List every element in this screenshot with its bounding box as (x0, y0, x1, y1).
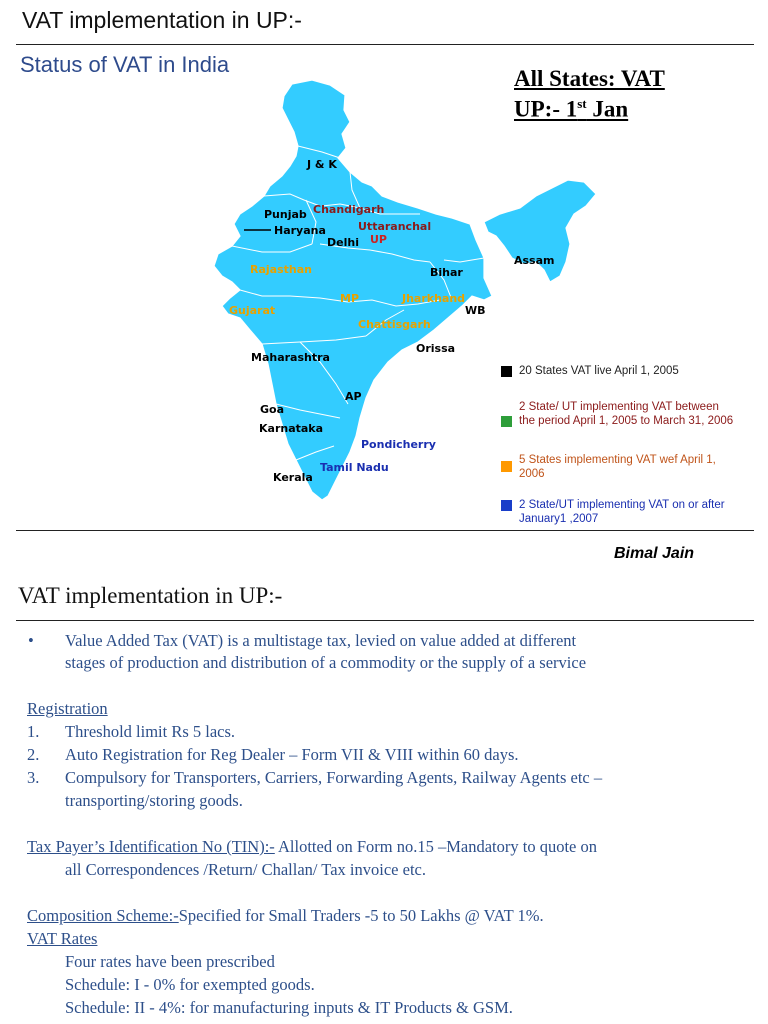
map-label-maharashtra: Maharashtra (251, 351, 330, 364)
map-label-uttaranchal: Uttaranchal (358, 220, 432, 233)
india-map-shape (214, 80, 596, 500)
bullet-symbol: • (28, 631, 34, 650)
map-label-gujarat: Gujarat (229, 304, 276, 317)
headline-all-states: All States: VAT (514, 66, 665, 91)
map-label-wb: WB (465, 304, 486, 317)
legend-swatch (501, 461, 512, 472)
legend-swatch (501, 500, 512, 511)
legend-text: 2 State/ UT implementing VAT between the period April 1, 2005 to March 31, 2006 (519, 401, 734, 427)
registration-item-3-cont: transporting/storing goods. (65, 791, 243, 810)
map-label-karnataka: Karnataka (259, 422, 324, 435)
map-label-chandigarh: Chandigarh (313, 203, 385, 216)
vat-rates-line: Schedule: II - 4%: for manufacturing inputs & IT Products & GSM. (65, 998, 513, 1017)
map-label-delhi: Delhi (327, 236, 359, 249)
intro-line-2: stages of production and distribution of a commodity or the supply of a service (65, 653, 587, 672)
registration-item-num: 1. (27, 722, 40, 741)
map-label-up: UP (370, 233, 387, 246)
legend-text: 2 State/UT implementing VAT on or after January1 ,2007 (519, 499, 725, 525)
map-title: Status of VAT in India (20, 52, 230, 77)
map-label-bihar: Bihar (430, 266, 463, 279)
registration-item-num: 3. (27, 768, 40, 787)
map-label-kerala: Kerala (273, 471, 313, 484)
legend-text: 20 States VAT live April 1, 2005 (519, 365, 679, 377)
map-label-tamil-nadu: Tamil Nadu (320, 461, 389, 474)
tin-cont: all Correspondences /Return/ Challan/ Tax invoice etc. (65, 860, 426, 879)
legend-text: 5 States implementing VAT wef April 1, 2006 (519, 454, 716, 480)
registration-item-text: Threshold limit Rs 5 lacs. (65, 722, 236, 741)
slide-title: VAT implementation in UP:- (22, 7, 302, 33)
map-label-jharkhand: Jharkhand (402, 292, 466, 305)
map-label-goa: Goa (260, 403, 285, 416)
composition-paragraph (27, 905, 544, 927)
map-label-chattisgarh: Chattisgarh (358, 318, 431, 331)
slide2-title-divider (16, 620, 754, 621)
map-label-pondicherry: Pondicherry (361, 438, 436, 451)
author-name: Bimal Jain (614, 545, 695, 562)
composition-heading: Composition Scheme:- (27, 906, 179, 925)
headline-up: UP:- 1st Jan (514, 96, 629, 122)
map-label-orissa: Orissa (416, 342, 456, 355)
map-label-assam: Assam (514, 254, 555, 267)
vat-rates-line: Four rates have been prescribed (65, 952, 275, 971)
map-label-ap: AP (345, 390, 362, 403)
map-label-mp: MP (340, 292, 360, 305)
registration-item-num: 2. (27, 745, 40, 764)
legend-swatch (501, 416, 512, 427)
registration-heading: Registration (27, 699, 108, 718)
map-label-punjab: Punjab (264, 208, 307, 221)
vat-rates-line: Schedule: I - 0% for exempted goods. (65, 975, 315, 994)
tin-paragraph (27, 836, 597, 858)
slide2-title: VAT implementation in UP:- (18, 583, 283, 608)
vat-rates-heading: VAT Rates (27, 929, 98, 948)
registration-item-text: Compulsory for Transporters, Carriers, Forwarding Agents, Railway Agents etc – (65, 768, 603, 787)
slide1-bottom-divider (16, 530, 754, 531)
tin-text: Allotted on Form no.15 –Mandatory to quote on (274, 837, 597, 856)
legend-swatch (501, 366, 512, 377)
composition-text: Specified for Small Traders -5 to 50 Lakhs @ VAT 1%. (178, 906, 544, 925)
tin-heading: Tax Payer’s Identification No (TIN):- (27, 837, 275, 856)
map-label-rajasthan: Rajasthan (250, 263, 312, 276)
registration-item-text: Auto Registration for Reg Dealer – Form VII & VIII within 60 days. (65, 745, 519, 764)
map-label-jk: J & K (307, 158, 337, 171)
intro-line-1: Value Added Tax (VAT) is a multistage tax, levied on value added at different (65, 631, 577, 650)
map-label-haryana: Haryana (274, 224, 326, 237)
